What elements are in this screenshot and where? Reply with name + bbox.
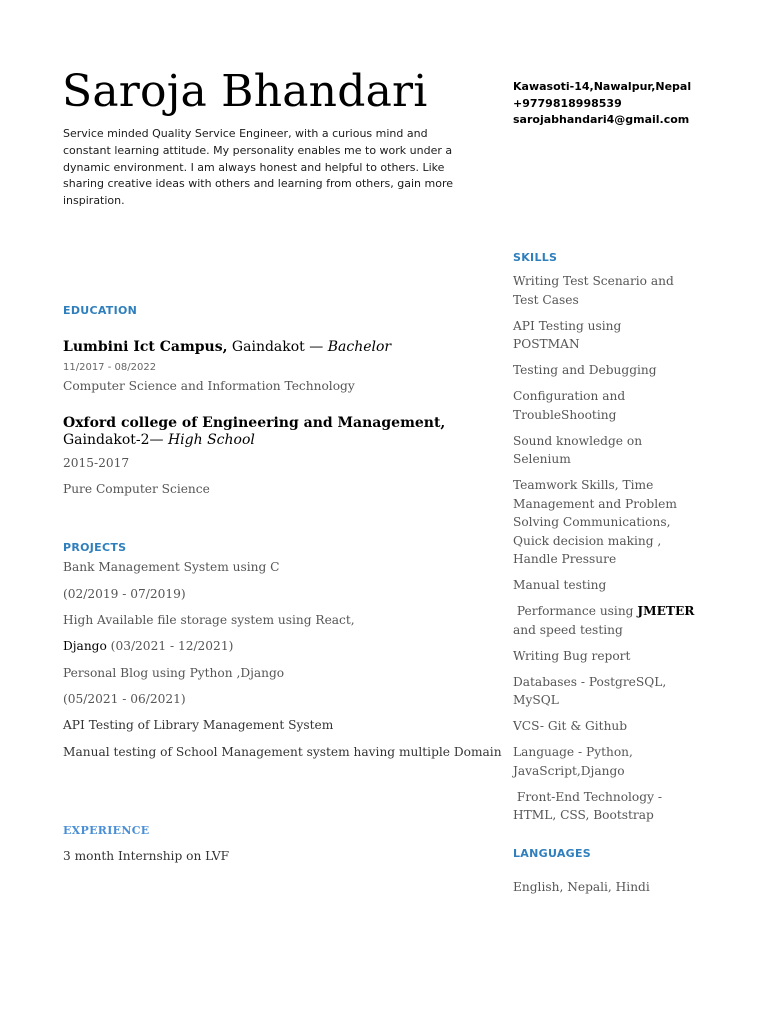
languages-item-1: English, Nepali, Hindi — [513, 880, 650, 894]
education-entry-2-title-line1 — [63, 415, 445, 432]
education-1-location: Gaindakot — — [227, 339, 328, 355]
skill-performance-tool: JMETER — [637, 604, 695, 618]
skill-item: Teamwork Skills, Time Management and Problem Solving Communications, Quick decision making , Handle Pressure — [513, 478, 677, 566]
education-2-degree: High School — [167, 432, 255, 448]
skills-heading: SKILLS — [513, 251, 558, 264]
contact-phone: +9779818998539 — [513, 96, 622, 110]
project-1-title: Bank Management System using C — [63, 560, 280, 574]
education-2-field: Pure Computer Science — [63, 482, 210, 496]
skill-performance-suffix: and speed testing — [513, 622, 623, 637]
skill-item: Configuration and TroubleShooting — [513, 389, 626, 422]
project-3-dates: (05/2021 - 06/2021) — [63, 692, 186, 706]
project-2-line2 — [63, 639, 233, 653]
education-1-field: Computer Science and Information Technology — [63, 379, 355, 393]
project-5-title: Manual testing of School Management system having multiple Domain — [63, 745, 502, 759]
education-2-institution: Oxford college of Engineering and Management, — [63, 415, 446, 431]
education-1-dates: 11/2017 - 08/2022 — [63, 362, 157, 373]
project-2-title-cont: Django — [63, 639, 107, 653]
skill-item: Databases - PostgreSQL, MySQL — [513, 674, 667, 707]
contact-address: Kawasoti-14,Nawalpur,Nepal — [513, 80, 692, 93]
education-2-dates: 2015-2017 — [63, 456, 130, 470]
project-4-title: API Testing of Library Management System — [63, 718, 334, 732]
project-2-dates: (03/2021 - 12/2021) — [106, 639, 234, 653]
education-1-degree: Bachelor — [327, 339, 392, 355]
education-1-institution: Lumbini Ict Campus, — [63, 339, 228, 355]
skill-performance-prefix: Performance using — [513, 604, 638, 618]
education-entry-2-title-line2 — [63, 432, 255, 449]
contact-block — [513, 79, 691, 129]
skill-item-performance — [513, 602, 695, 639]
education-2-location: Gaindakot-2— — [63, 432, 168, 448]
skill-item: API Testing using POSTMAN — [513, 318, 622, 351]
projects-heading: PROJECTS — [63, 541, 127, 554]
resume-name: Saroja Bhandari — [62, 66, 428, 117]
skill-item: Manual testing — [513, 578, 607, 592]
skill-item: Front-End Technology - HTML, CSS, Bootstrap — [513, 789, 666, 822]
education-entry-1-title — [63, 339, 391, 356]
contact-email: sarojabhandari4@gmail.com — [513, 113, 690, 127]
skill-item: VCS- Git & Github — [513, 719, 628, 733]
skill-item: Testing and Debugging — [513, 363, 657, 377]
skill-item: Writing Test Scenario and Test Cases — [513, 274, 674, 307]
education-heading: EDUCATION — [63, 304, 138, 317]
languages-heading: LANGUAGES — [513, 847, 592, 860]
skill-item: Writing Bug report — [513, 648, 631, 663]
skills-list — [513, 272, 695, 832]
project-3-title: Personal Blog using Python ,Django — [63, 666, 285, 680]
skill-item: Language - Python, JavaScript,Django — [513, 745, 633, 778]
experience-heading: EXPERIENCE — [63, 824, 150, 837]
experience-item-1: 3 month Internship on LVF — [63, 849, 230, 863]
project-2-title: High Available file storage system using React, — [63, 613, 355, 627]
project-1-dates: (02/2019 - 07/2019) — [63, 587, 186, 601]
summary-paragraph: Service minded Quality Service Engineer, with a curious mind and constant learning attitude. My personality enables me to work under a dynamic environment. I am always honest and helpful to others. Like sharing creative ideas with others and learning from others, gain more inspiration. — [63, 127, 454, 208]
skill-item: Sound knowledge on Selenium — [513, 433, 643, 466]
